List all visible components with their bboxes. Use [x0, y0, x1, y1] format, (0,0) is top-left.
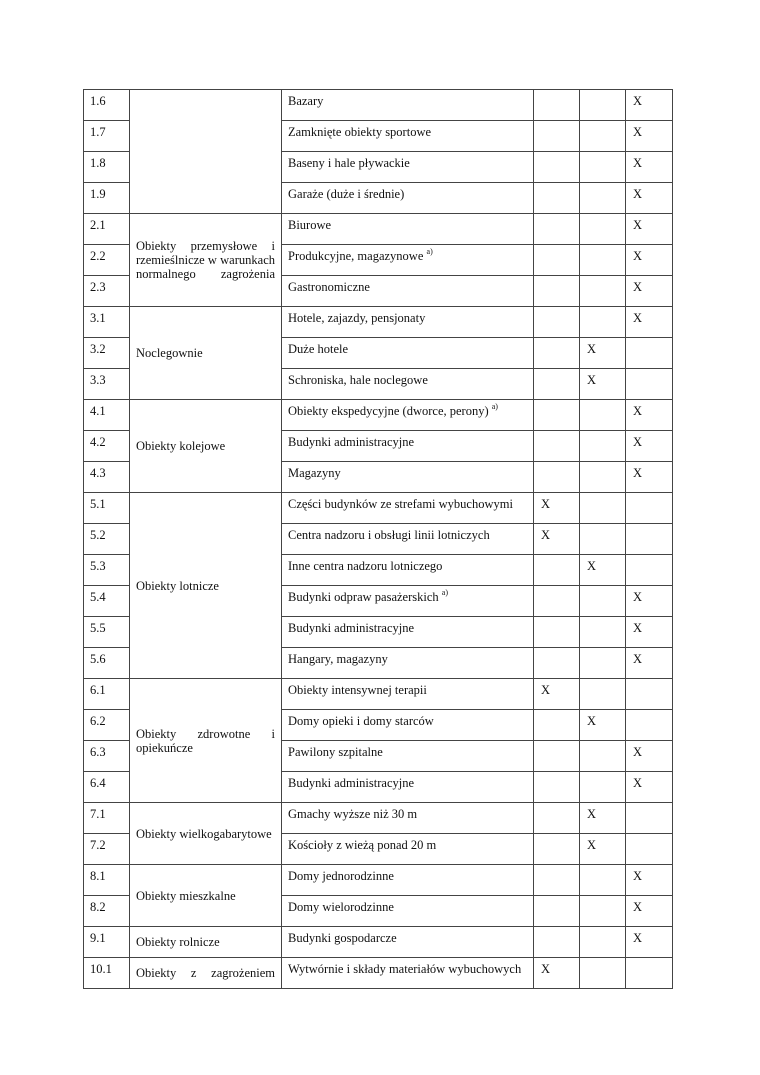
object-type-cell	[282, 183, 534, 214]
row-number: 5.4	[84, 586, 130, 617]
class-mark-c	[626, 524, 673, 555]
row-number: 2.3	[84, 276, 130, 307]
class-mark-b	[580, 772, 626, 803]
object-type-cell	[282, 400, 534, 431]
class-mark-a	[534, 555, 580, 586]
footnote-marker: a)	[426, 246, 433, 256]
object-type-cell	[282, 896, 534, 927]
class-mark-a	[534, 183, 580, 214]
object-type-label: Domy jednorodzinne	[288, 869, 394, 883]
class-mark-b	[580, 741, 626, 772]
class-mark-a	[534, 803, 580, 834]
class-mark-a	[534, 121, 580, 152]
class-mark-c: X	[626, 431, 673, 462]
object-type-cell	[282, 431, 534, 462]
object-type-cell	[282, 803, 534, 834]
object-type-label: Schroniska, hale noclegowe	[288, 373, 428, 387]
class-mark-a	[534, 369, 580, 400]
class-mark-b	[580, 152, 626, 183]
class-mark-b: X	[580, 555, 626, 586]
row-number: 1.6	[84, 90, 130, 121]
object-group-cell: Obiekty przemysłowe i rzemieślnicze w warunkach normalnego zagrożenia	[130, 214, 282, 307]
object-group-cell: Obiekty z zagrożeniem	[130, 958, 282, 989]
object-type-label: Domy wielorodzinne	[288, 900, 394, 914]
class-mark-b	[580, 90, 626, 121]
object-type-cell	[282, 121, 534, 152]
row-number: 8.1	[84, 865, 130, 896]
class-mark-c: X	[626, 121, 673, 152]
class-mark-a	[534, 617, 580, 648]
class-mark-c: X	[626, 896, 673, 927]
object-group-cell: Obiekty mieszkalne	[130, 865, 282, 927]
row-number: 5.2	[84, 524, 130, 555]
object-type-cell	[282, 586, 534, 617]
class-mark-b	[580, 679, 626, 710]
row-number: 4.2	[84, 431, 130, 462]
row-number: 7.1	[84, 803, 130, 834]
object-type-cell	[282, 90, 534, 121]
class-mark-b	[580, 214, 626, 245]
footnote-marker: a)	[491, 401, 498, 411]
class-mark-c: X	[626, 617, 673, 648]
object-type-label: Bazary	[288, 94, 324, 108]
class-mark-b	[580, 958, 626, 989]
class-mark-b	[580, 400, 626, 431]
object-type-label: Centra nadzoru i obsługi linii lotniczych	[288, 528, 490, 542]
class-mark-a	[534, 90, 580, 121]
object-type-cell	[282, 648, 534, 679]
object-type-cell	[282, 927, 534, 958]
object-type-cell	[282, 462, 534, 493]
row-number: 7.2	[84, 834, 130, 865]
object-group-cell: Obiekty kolejowe	[130, 400, 282, 493]
class-mark-a	[534, 462, 580, 493]
table-row	[84, 307, 673, 338]
object-group-cell: Noclegownie	[130, 307, 282, 400]
class-mark-a	[534, 152, 580, 183]
class-mark-b	[580, 462, 626, 493]
class-mark-c: X	[626, 648, 673, 679]
class-mark-c: X	[626, 183, 673, 214]
object-type-label: Obiekty ekspedycyjne (dworce, perony)	[288, 404, 489, 418]
object-type-label: Pawilony szpitalne	[288, 745, 383, 759]
class-mark-a	[534, 245, 580, 276]
row-number: 9.1	[84, 927, 130, 958]
class-mark-c	[626, 555, 673, 586]
table-body	[84, 90, 673, 989]
table-row	[84, 958, 673, 989]
row-number: 6.4	[84, 772, 130, 803]
class-mark-b	[580, 307, 626, 338]
object-type-label: Gastronomiczne	[288, 280, 370, 294]
class-mark-a	[534, 338, 580, 369]
row-number: 4.1	[84, 400, 130, 431]
table-row	[84, 493, 673, 524]
row-number: 2.1	[84, 214, 130, 245]
class-mark-b: X	[580, 803, 626, 834]
row-number: 1.8	[84, 152, 130, 183]
class-mark-a	[534, 648, 580, 679]
row-number: 3.3	[84, 369, 130, 400]
class-mark-a	[534, 400, 580, 431]
class-mark-b	[580, 586, 626, 617]
footnote-marker: a)	[441, 587, 448, 597]
class-mark-c: X	[626, 865, 673, 896]
object-type-cell	[282, 524, 534, 555]
object-type-cell	[282, 741, 534, 772]
table-row	[84, 214, 673, 245]
row-number: 3.1	[84, 307, 130, 338]
class-mark-c: X	[626, 152, 673, 183]
class-mark-c: X	[626, 741, 673, 772]
class-mark-b: X	[580, 834, 626, 865]
class-mark-a: X	[534, 493, 580, 524]
class-mark-a: X	[534, 958, 580, 989]
object-type-cell	[282, 679, 534, 710]
row-number: 8.2	[84, 896, 130, 927]
class-mark-b	[580, 865, 626, 896]
object-type-label: Inne centra nadzoru lotniczego	[288, 559, 443, 573]
class-mark-a	[534, 307, 580, 338]
object-type-label: Hotele, zajazdy, pensjonaty	[288, 311, 426, 325]
class-mark-b	[580, 493, 626, 524]
row-number: 1.7	[84, 121, 130, 152]
class-mark-c: X	[626, 772, 673, 803]
class-mark-b	[580, 121, 626, 152]
class-mark-a	[534, 896, 580, 927]
class-mark-a	[534, 772, 580, 803]
object-group-cell	[130, 90, 282, 214]
class-mark-a	[534, 741, 580, 772]
object-type-cell	[282, 617, 534, 648]
object-type-label: Kościoły z wieżą ponad 20 m	[288, 838, 437, 852]
object-type-cell	[282, 555, 534, 586]
class-mark-a	[534, 431, 580, 462]
table-row	[84, 803, 673, 834]
object-type-label: Budynki administracyjne	[288, 435, 415, 449]
class-mark-c: X	[626, 927, 673, 958]
row-number: 3.2	[84, 338, 130, 369]
class-mark-a	[534, 710, 580, 741]
object-type-label: Budynki gospodarcze	[288, 931, 397, 945]
row-number: 5.3	[84, 555, 130, 586]
row-number: 5.6	[84, 648, 130, 679]
class-mark-b	[580, 245, 626, 276]
object-type-cell	[282, 710, 534, 741]
class-mark-c	[626, 803, 673, 834]
class-mark-c	[626, 338, 673, 369]
class-mark-c: X	[626, 307, 673, 338]
class-mark-b	[580, 183, 626, 214]
class-mark-b	[580, 431, 626, 462]
object-type-label: Magazyny	[288, 466, 341, 480]
object-type-label: Produkcyjne, magazynowe	[288, 249, 424, 263]
object-type-label: Duże hotele	[288, 342, 349, 356]
row-number: 5.1	[84, 493, 130, 524]
object-type-cell	[282, 772, 534, 803]
object-type-label: Budynki odpraw pasażerskich	[288, 590, 439, 604]
object-type-label: Budynki administracyjne	[288, 776, 415, 790]
class-mark-b: X	[580, 710, 626, 741]
class-mark-c: X	[626, 400, 673, 431]
object-type-label: Hangary, magazyny	[288, 652, 388, 666]
object-type-cell	[282, 369, 534, 400]
class-mark-b	[580, 648, 626, 679]
object-type-label: Części budynków ze strefami wybuchowymi	[288, 497, 513, 511]
object-type-label: Obiekty intensywnej terapii	[288, 683, 427, 697]
object-type-cell	[282, 958, 534, 989]
class-mark-a	[534, 214, 580, 245]
class-mark-c: X	[626, 90, 673, 121]
class-mark-c: X	[626, 214, 673, 245]
row-number: 4.3	[84, 462, 130, 493]
object-type-label: Garaże (duże i średnie)	[288, 187, 405, 201]
class-mark-c	[626, 679, 673, 710]
row-number: 6.2	[84, 710, 130, 741]
class-mark-c	[626, 710, 673, 741]
class-mark-c: X	[626, 462, 673, 493]
object-type-cell	[282, 493, 534, 524]
object-group-cell: Obiekty rolnicze	[130, 927, 282, 958]
object-type-label: Baseny i hale pływackie	[288, 156, 410, 170]
object-type-cell	[282, 214, 534, 245]
row-number: 2.2	[84, 245, 130, 276]
class-mark-c: X	[626, 276, 673, 307]
table-row	[84, 865, 673, 896]
class-mark-a	[534, 927, 580, 958]
risk-classification-table	[83, 89, 673, 989]
class-mark-c	[626, 958, 673, 989]
row-number: 1.9	[84, 183, 130, 214]
table-row	[84, 400, 673, 431]
object-type-cell	[282, 338, 534, 369]
object-group-cell: Obiekty lotnicze	[130, 493, 282, 679]
class-mark-b	[580, 617, 626, 648]
class-mark-a: X	[534, 679, 580, 710]
object-type-cell	[282, 245, 534, 276]
object-type-cell	[282, 834, 534, 865]
row-number: 5.5	[84, 617, 130, 648]
class-mark-a: X	[534, 524, 580, 555]
object-group-cell: Obiekty zdrowotne i opiekuńcze	[130, 679, 282, 803]
class-mark-b: X	[580, 369, 626, 400]
object-type-label: Budynki administracyjne	[288, 621, 415, 635]
class-mark-a	[534, 276, 580, 307]
object-group-cell: Obiekty wielkogabarytowe	[130, 803, 282, 865]
object-type-cell	[282, 865, 534, 896]
class-mark-c: X	[626, 586, 673, 617]
class-mark-b	[580, 276, 626, 307]
table-row	[84, 679, 673, 710]
class-mark-a	[534, 865, 580, 896]
table-row	[84, 90, 673, 121]
object-type-label: Wytwórnie i składy materiałów wybuchowych	[288, 962, 522, 976]
row-number: 6.3	[84, 741, 130, 772]
row-number: 6.1	[84, 679, 130, 710]
class-mark-c	[626, 493, 673, 524]
object-type-cell	[282, 307, 534, 338]
object-type-cell	[282, 152, 534, 183]
class-mark-b	[580, 896, 626, 927]
class-mark-b: X	[580, 338, 626, 369]
class-mark-b	[580, 524, 626, 555]
class-mark-a	[534, 834, 580, 865]
object-type-label: Domy opieki i domy starców	[288, 714, 434, 728]
table-row	[84, 927, 673, 958]
class-mark-c	[626, 834, 673, 865]
object-type-cell	[282, 276, 534, 307]
class-mark-c: X	[626, 245, 673, 276]
object-type-label: Zamknięte obiekty sportowe	[288, 125, 432, 139]
class-mark-c	[626, 369, 673, 400]
class-mark-a	[534, 586, 580, 617]
row-number: 10.1	[84, 958, 130, 989]
object-type-label: Biurowe	[288, 218, 332, 232]
class-mark-b	[580, 927, 626, 958]
object-type-label: Gmachy wyższe niż 30 m	[288, 807, 418, 821]
